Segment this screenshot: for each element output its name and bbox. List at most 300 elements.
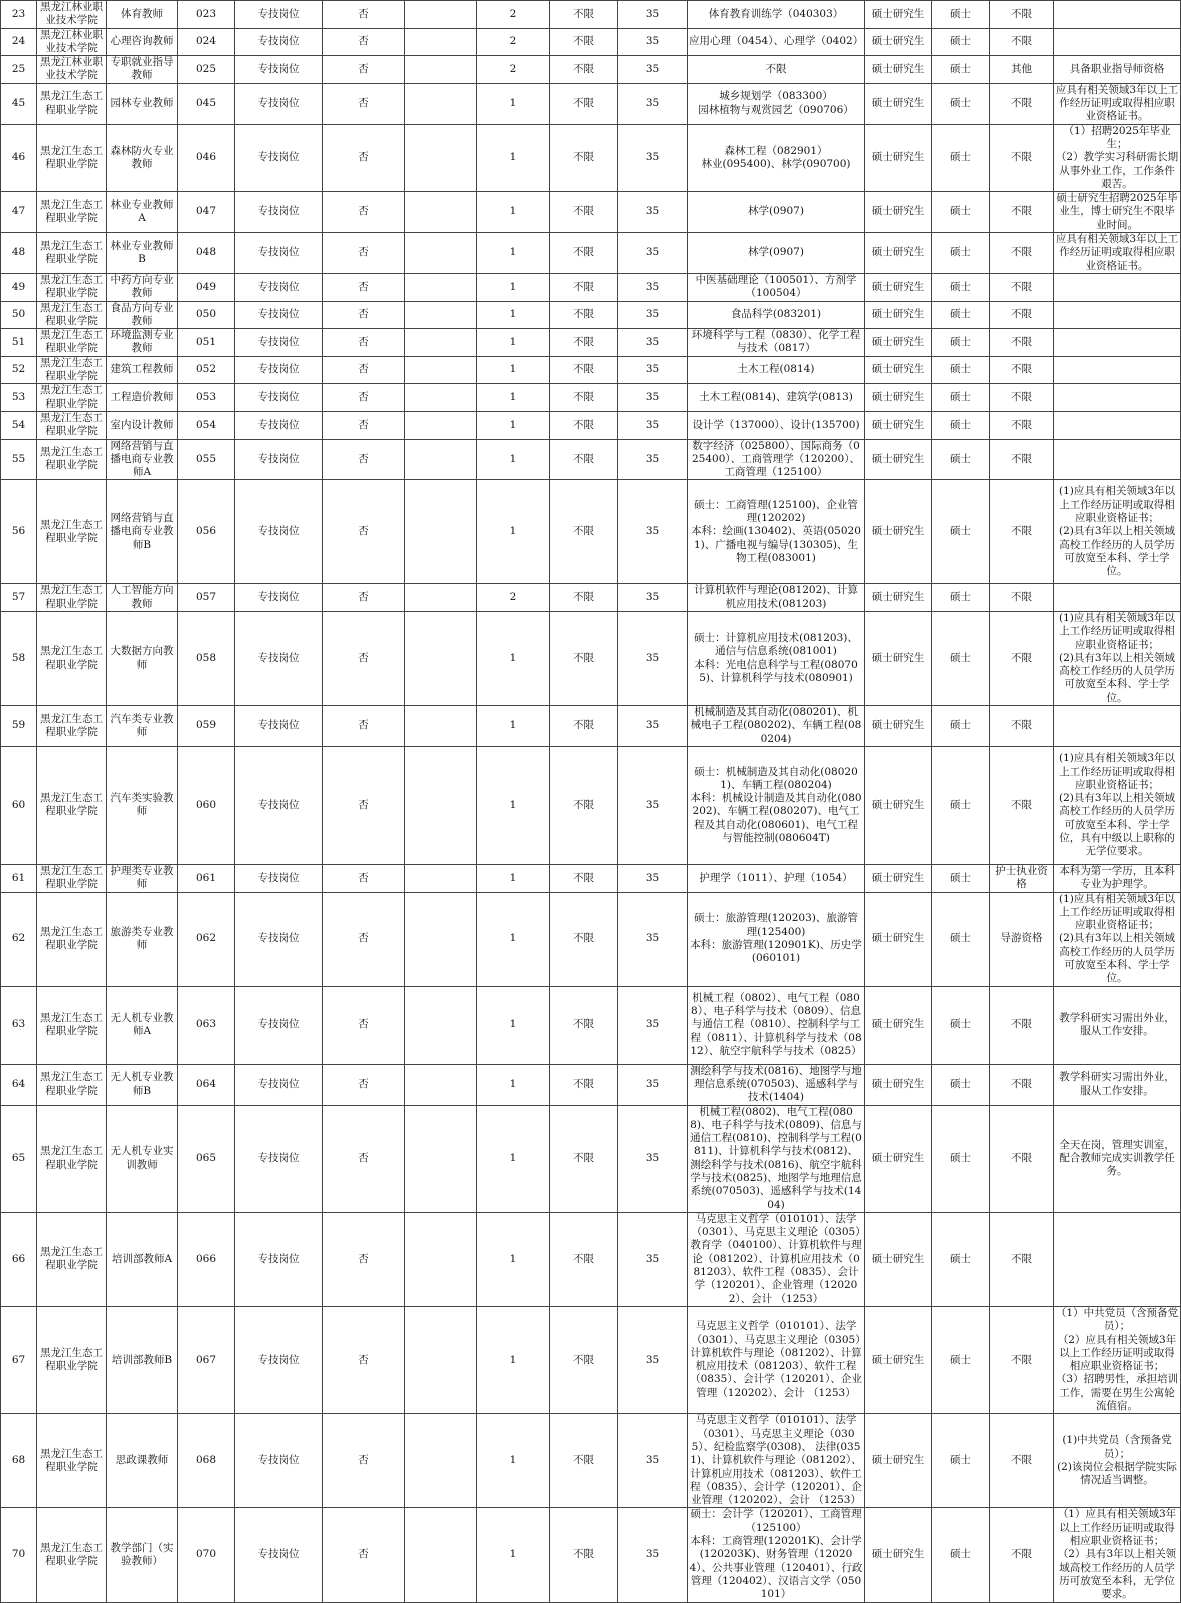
cell-degree: 硕士	[932, 439, 990, 480]
cell-edu: 硕士研究生	[865, 892, 932, 986]
cell-count: 1	[477, 439, 550, 480]
table-row	[1, 439, 1181, 480]
cell-edu: 硕士研究生	[865, 584, 932, 612]
cell-fund: 否	[323, 356, 405, 384]
table-row	[1, 1212, 1181, 1306]
cell-extra	[405, 986, 477, 1064]
cell-count: 2	[477, 28, 550, 56]
cell-note: 教学科研实习需出外业，服从工作安排。	[1054, 1064, 1181, 1105]
cell-seq: 24	[1, 28, 37, 56]
cell-age: 35	[618, 1306, 688, 1413]
cell-age: 35	[618, 1064, 688, 1105]
cell-fund: 否	[323, 892, 405, 986]
cell-unit: 黑龙江林业职业技术学院	[37, 56, 107, 84]
cell-unit: 黑龙江生态工程职业学院	[37, 892, 107, 986]
cell-extra	[405, 439, 477, 480]
cell-type: 专技岗位	[235, 329, 323, 357]
cell-seq: 66	[1, 1212, 37, 1306]
cell-note: (1)中共党员（含预备党员）； (2)该岗位会根据学院实际情况适当调整。	[1054, 1414, 1181, 1508]
cell-major: 护理学（1011）、护理（1054）	[688, 864, 865, 892]
cell-edu: 硕士研究生	[865, 273, 932, 301]
cell-note	[1054, 273, 1181, 301]
cell-code: 050	[178, 301, 235, 329]
cell-extra	[405, 706, 477, 747]
cell-age: 35	[618, 28, 688, 56]
cell-seq: 23	[1, 1, 37, 29]
cell-edu: 硕士研究生	[865, 439, 932, 480]
cell-fund: 否	[323, 124, 405, 191]
cell-code: 058	[178, 611, 235, 705]
cell-fund: 否	[323, 1, 405, 29]
cell-age: 35	[618, 411, 688, 439]
cell-unit: 黑龙江生态工程职业学院	[37, 1064, 107, 1105]
cell-code: 055	[178, 439, 235, 480]
table-row	[1, 192, 1181, 233]
cell-note	[1054, 584, 1181, 612]
cell-post: 心理咨询教师	[107, 28, 178, 56]
cell-major: 中医基础理论（100501）、方剂学（100504）	[688, 273, 865, 301]
cell-cond: 不限	[550, 611, 618, 705]
cell-major: 硕士：工商管理(125100)、企业管理(120202) 本科：绘画(130402)、英语(050201)、广播电视与编导(130305)、生物工程(083001)	[688, 480, 865, 584]
cell-post: 护理类专业教师	[107, 864, 178, 892]
cell-cond: 不限	[550, 411, 618, 439]
cell-extra	[405, 1414, 477, 1508]
cell-code: 057	[178, 584, 235, 612]
cell-post: 培训部教师A	[107, 1212, 178, 1306]
cell-unit: 黑龙江生态工程职业学院	[37, 1414, 107, 1508]
cell-edu: 硕士研究生	[865, 192, 932, 233]
cell-note	[1054, 411, 1181, 439]
cell-cond: 不限	[550, 83, 618, 124]
cell-type: 专技岗位	[235, 356, 323, 384]
cell-fund: 否	[323, 480, 405, 584]
cell-edu: 硕士研究生	[865, 411, 932, 439]
cell-post: 专职就业指导教师	[107, 56, 178, 84]
cell-edu: 硕士研究生	[865, 480, 932, 584]
cell-major: 机械工程(0802)、电气工程(0808)、电子科学与技术(0809)、信息与通信工程(0810)、控制科学与工程(0811)、计算机科学与技术(0812)、测绘科学与技术(0816)、航空宇航科学与技术(0825)、地图学与地理信息系统(070503)、遥感科学与技术(1404)	[688, 1105, 865, 1212]
cell-fund: 否	[323, 56, 405, 84]
cell-seq: 64	[1, 1064, 37, 1105]
cell-cond: 不限	[550, 746, 618, 864]
cell-post: 旅游类专业教师	[107, 892, 178, 986]
cell-post: 教学部门（实验教师）	[107, 1508, 178, 1602]
cell-extra	[405, 356, 477, 384]
table-row	[1, 273, 1181, 301]
cell-age: 35	[618, 584, 688, 612]
cell-code: 062	[178, 892, 235, 986]
cell-qual: 不限	[990, 746, 1054, 864]
cell-post: 体育教师	[107, 1, 178, 29]
cell-post: 汽车类实验教师	[107, 746, 178, 864]
table-row	[1, 28, 1181, 56]
cell-extra	[405, 192, 477, 233]
cell-edu: 硕士研究生	[865, 706, 932, 747]
cell-major: 计算机软件与理论(081202)、计算机应用技术(081203)	[688, 584, 865, 612]
table-row	[1, 329, 1181, 357]
cell-fund: 否	[323, 706, 405, 747]
cell-qual: 不限	[990, 439, 1054, 480]
cell-unit: 黑龙江生态工程职业学院	[37, 1306, 107, 1413]
cell-fund: 否	[323, 584, 405, 612]
cell-degree: 硕士	[932, 480, 990, 584]
cell-seq: 48	[1, 233, 37, 274]
cell-post: 无人机专业实训教师	[107, 1105, 178, 1212]
cell-degree: 硕士	[932, 356, 990, 384]
cell-cond: 不限	[550, 1064, 618, 1105]
cell-qual: 不限	[990, 384, 1054, 412]
cell-qual: 不限	[990, 83, 1054, 124]
cell-extra	[405, 1306, 477, 1413]
cell-age: 35	[618, 864, 688, 892]
cell-extra	[405, 864, 477, 892]
cell-unit: 黑龙江生态工程职业学院	[37, 356, 107, 384]
cell-note	[1054, 1212, 1181, 1306]
cell-note: （1）应具有相关领域3年以上工作经历证明或取得相应职业资格证书； （2）具有3年以上相关领域高校工作经历的人员学历可放宽至本科，无学位要求。	[1054, 1508, 1181, 1602]
cell-fund: 否	[323, 746, 405, 864]
cell-post: 林业专业教师B	[107, 233, 178, 274]
cell-cond: 不限	[550, 233, 618, 274]
cell-type: 专技岗位	[235, 1105, 323, 1212]
cell-seq: 47	[1, 192, 37, 233]
cell-cond: 不限	[550, 584, 618, 612]
cell-note: 具备职业指导师资格	[1054, 56, 1181, 84]
cell-fund: 否	[323, 1212, 405, 1306]
cell-qual: 不限	[990, 356, 1054, 384]
cell-seq: 70	[1, 1508, 37, 1602]
cell-degree: 硕士	[932, 28, 990, 56]
cell-qual: 不限	[990, 192, 1054, 233]
cell-type: 专技岗位	[235, 384, 323, 412]
cell-fund: 否	[323, 439, 405, 480]
cell-major: 马克思主义哲学（010101）、法学（0301）、马克思主义理论（0305）计算机软件与理论（081202）、计算机应用技术（081203）、软件工程（0835）、会计学（120201）、企业管理（120202）、会计 （1253）	[688, 1306, 865, 1413]
cell-major: 土木工程(0814)	[688, 356, 865, 384]
cell-unit: 黑龙江生态工程职业学院	[37, 611, 107, 705]
cell-count: 1	[477, 356, 550, 384]
cell-type: 专技岗位	[235, 1414, 323, 1508]
cell-age: 35	[618, 1414, 688, 1508]
table-row	[1, 56, 1181, 84]
cell-unit: 黑龙江生态工程职业学院	[37, 192, 107, 233]
cell-cond: 不限	[550, 356, 618, 384]
cell-seq: 61	[1, 864, 37, 892]
cell-post: 人工智能方向教师	[107, 584, 178, 612]
cell-edu: 硕士研究生	[865, 1414, 932, 1508]
table-row	[1, 746, 1181, 864]
cell-post: 网络营销与直播电商专业教师A	[107, 439, 178, 480]
cell-note: 应具有相关领域3年以上工作经历证明或取得相应职业资格证书。	[1054, 83, 1181, 124]
cell-seq: 65	[1, 1105, 37, 1212]
cell-qual: 其他	[990, 56, 1054, 84]
cell-cond: 不限	[550, 56, 618, 84]
cell-extra	[405, 1105, 477, 1212]
cell-qual: 不限	[990, 480, 1054, 584]
cell-unit: 黑龙江生态工程职业学院	[37, 1212, 107, 1306]
cell-cond: 不限	[550, 1105, 618, 1212]
table-row	[1, 384, 1181, 412]
cell-major: 体育教育训练学（040303）	[688, 1, 865, 29]
cell-major: 测绘科学与技术(0816)、地图学与地理信息系统(070503)、遥感科学与技术(1404)	[688, 1064, 865, 1105]
cell-degree: 硕士	[932, 1414, 990, 1508]
cell-age: 35	[618, 892, 688, 986]
table-row	[1, 611, 1181, 705]
cell-extra	[405, 56, 477, 84]
cell-seq: 59	[1, 706, 37, 747]
cell-seq: 49	[1, 273, 37, 301]
cell-post: 无人机专业教师A	[107, 986, 178, 1064]
cell-note: (1)应具有相关领域3年以上工作经历证明或取得相应职业资格证书； (2)具有3年以上相关领域高校工作经历的人员学历可放宽至本科、学士学位。	[1054, 611, 1181, 705]
cell-code: 065	[178, 1105, 235, 1212]
table-row	[1, 1414, 1181, 1508]
cell-edu: 硕士研究生	[865, 56, 932, 84]
cell-edu: 硕士研究生	[865, 1508, 932, 1602]
cell-age: 35	[618, 746, 688, 864]
cell-code: 068	[178, 1414, 235, 1508]
cell-fund: 否	[323, 28, 405, 56]
cell-count: 1	[477, 301, 550, 329]
cell-type: 专技岗位	[235, 892, 323, 986]
cell-unit: 黑龙江林业职业技术学院	[37, 1, 107, 29]
cell-extra	[405, 384, 477, 412]
cell-count: 1	[477, 1212, 550, 1306]
cell-edu: 硕士研究生	[865, 1105, 932, 1212]
cell-fund: 否	[323, 1508, 405, 1602]
cell-edu: 硕士研究生	[865, 1064, 932, 1105]
cell-note: 全天在岗，管理实训室，配合教师完成实训教学任务。	[1054, 1105, 1181, 1212]
cell-unit: 黑龙江生态工程职业学院	[37, 411, 107, 439]
cell-cond: 不限	[550, 1508, 618, 1602]
cell-post: 林业专业教师A	[107, 192, 178, 233]
cell-seq: 46	[1, 124, 37, 191]
cell-post: 汽车类专业教师	[107, 706, 178, 747]
cell-post: 培训部教师B	[107, 1306, 178, 1413]
cell-degree: 硕士	[932, 192, 990, 233]
cell-code: 060	[178, 746, 235, 864]
cell-unit: 黑龙江生态工程职业学院	[37, 83, 107, 124]
cell-edu: 硕士研究生	[865, 746, 932, 864]
cell-degree: 硕士	[932, 706, 990, 747]
cell-edu: 硕士研究生	[865, 1212, 932, 1306]
cell-count: 1	[477, 384, 550, 412]
cell-major: 机械制造及其自动化(080201)、机械电子工程(080202)、车辆工程(080204)	[688, 706, 865, 747]
cell-count: 2	[477, 56, 550, 84]
cell-code: 047	[178, 192, 235, 233]
cell-age: 35	[618, 986, 688, 1064]
cell-degree: 硕士	[932, 384, 990, 412]
cell-post: 中药方向专业教师	[107, 273, 178, 301]
cell-extra	[405, 124, 477, 191]
cell-age: 35	[618, 480, 688, 584]
cell-major: 马克思主义哲学（010101）、法学（0301）、马克思主义理论（0305）教育学（040100）、计算机软件与理论（081202）、计算机应用技术（081203）、软件工程（0835）、会计学（120201）、企业管理（120202）、会计 （1253）	[688, 1212, 865, 1306]
table-row	[1, 584, 1181, 612]
table-row	[1, 301, 1181, 329]
cell-unit: 黑龙江林业职业技术学院	[37, 28, 107, 56]
cell-count: 1	[477, 1064, 550, 1105]
cell-note: 硕士研究生招聘2025年毕业生，博士研究生不限毕业时间。	[1054, 192, 1181, 233]
cell-fund: 否	[323, 83, 405, 124]
cell-qual: 不限	[990, 233, 1054, 274]
cell-note: 本科为第一学历，且本科专业为护理学。	[1054, 864, 1181, 892]
cell-extra	[405, 892, 477, 986]
cell-major: 不限	[688, 56, 865, 84]
cell-cond: 不限	[550, 1212, 618, 1306]
cell-major: 数字经济（025800）、国际商务（025400）、工商管理学（120200）、工商管理（125100）	[688, 439, 865, 480]
cell-note	[1054, 439, 1181, 480]
cell-post: 网络营销与直播电商专业教师B	[107, 480, 178, 584]
table-row	[1, 480, 1181, 584]
cell-major: 食品科学(083201)	[688, 301, 865, 329]
cell-code: 053	[178, 384, 235, 412]
cell-count: 1	[477, 411, 550, 439]
cell-cond: 不限	[550, 1, 618, 29]
cell-unit: 黑龙江生态工程职业学院	[37, 273, 107, 301]
cell-seq: 62	[1, 892, 37, 986]
cell-code: 051	[178, 329, 235, 357]
cell-note	[1054, 329, 1181, 357]
cell-note: 教学科研实习需出外业，服从工作安排。	[1054, 986, 1181, 1064]
cell-note	[1054, 301, 1181, 329]
cell-code: 052	[178, 356, 235, 384]
cell-type: 专技岗位	[235, 83, 323, 124]
cell-cond: 不限	[550, 864, 618, 892]
cell-age: 35	[618, 233, 688, 274]
cell-type: 专技岗位	[235, 480, 323, 584]
cell-extra	[405, 1, 477, 29]
cell-degree: 硕士	[932, 1, 990, 29]
cell-note: （1）招聘2025年毕业生； （2）教学实习科研需长期从事外业工作，工作条件艰苦。	[1054, 124, 1181, 191]
cell-age: 35	[618, 124, 688, 191]
cell-fund: 否	[323, 1105, 405, 1212]
cell-extra	[405, 1508, 477, 1602]
cell-count: 1	[477, 1306, 550, 1413]
cell-code: 054	[178, 411, 235, 439]
cell-edu: 硕士研究生	[865, 384, 932, 412]
cell-extra	[405, 28, 477, 56]
cell-major: 应用心理（0454）、心理学（0402）	[688, 28, 865, 56]
cell-edu: 硕士研究生	[865, 124, 932, 191]
cell-code: 066	[178, 1212, 235, 1306]
cell-post: 森林防火专业教师	[107, 124, 178, 191]
cell-qual: 导游资格	[990, 892, 1054, 986]
cell-unit: 黑龙江生态工程职业学院	[37, 480, 107, 584]
cell-count: 1	[477, 1105, 550, 1212]
cell-degree: 硕士	[932, 233, 990, 274]
cell-qual: 不限	[990, 611, 1054, 705]
cell-code: 064	[178, 1064, 235, 1105]
cell-extra	[405, 411, 477, 439]
cell-code: 049	[178, 273, 235, 301]
cell-age: 35	[618, 1105, 688, 1212]
cell-fund: 否	[323, 192, 405, 233]
cell-unit: 黑龙江生态工程职业学院	[37, 1508, 107, 1602]
cell-cond: 不限	[550, 124, 618, 191]
cell-count: 2	[477, 1, 550, 29]
cell-count: 1	[477, 233, 550, 274]
cell-major: 硕士：会计学（120201）、工商管理（125100） 本科：工商管理(120201K)、会计学(120203K)、财务管理（120204）、公共事业管理（120401）、行政管理（120402）、汉语言文学（050101）	[688, 1508, 865, 1602]
cell-degree: 硕士	[932, 986, 990, 1064]
cell-note: 应具有相关领域3年以上工作经历证明或取得相应职业资格证书。	[1054, 233, 1181, 274]
cell-edu: 硕士研究生	[865, 356, 932, 384]
cell-qual: 不限	[990, 986, 1054, 1064]
cell-type: 专技岗位	[235, 1064, 323, 1105]
cell-type: 专技岗位	[235, 301, 323, 329]
cell-type: 专技岗位	[235, 864, 323, 892]
cell-qual: 不限	[990, 1, 1054, 29]
cell-age: 35	[618, 384, 688, 412]
cell-extra	[405, 329, 477, 357]
cell-degree: 硕士	[932, 1212, 990, 1306]
cell-edu: 硕士研究生	[865, 329, 932, 357]
table-row	[1, 986, 1181, 1064]
cell-type: 专技岗位	[235, 706, 323, 747]
cell-edu: 硕士研究生	[865, 611, 932, 705]
cell-major: 马克思主义哲学（010101）、法学（0301）、马克思主义理论（0305）、纪检监察学(0308)、 法律(0351)、计算机软件与理论（081202）、计算机应用技术（081203）、软件工程（0835）、会计学（120201）、企业管理（120202）、会计 （1253）	[688, 1414, 865, 1508]
cell-post: 食品方向专业教师	[107, 301, 178, 329]
cell-major: 土木工程(0814)、建筑学(0813)	[688, 384, 865, 412]
cell-cond: 不限	[550, 28, 618, 56]
cell-qual: 不限	[990, 28, 1054, 56]
table-row	[1, 1, 1181, 29]
cell-major: 林学(0907)	[688, 192, 865, 233]
cell-type: 专技岗位	[235, 273, 323, 301]
cell-qual: 不限	[990, 301, 1054, 329]
cell-code: 059	[178, 706, 235, 747]
cell-code: 045	[178, 83, 235, 124]
cell-type: 专技岗位	[235, 611, 323, 705]
table-row	[1, 83, 1181, 124]
cell-extra	[405, 1212, 477, 1306]
cell-note: (1)应具有相关领域3年以上工作经历证明或取得相应职业资格证书； (2)具有3年以上相关领域高校工作经历的人员学历可放宽至本科、学士学位。	[1054, 892, 1181, 986]
cell-age: 35	[618, 1508, 688, 1602]
cell-extra	[405, 233, 477, 274]
cell-type: 专技岗位	[235, 233, 323, 274]
cell-count: 1	[477, 706, 550, 747]
cell-qual: 不限	[990, 1414, 1054, 1508]
table-row	[1, 1508, 1181, 1602]
cell-post: 环境监测专业教师	[107, 329, 178, 357]
cell-degree: 硕士	[932, 329, 990, 357]
cell-count: 2	[477, 584, 550, 612]
cell-age: 35	[618, 329, 688, 357]
cell-cond: 不限	[550, 439, 618, 480]
cell-count: 1	[477, 83, 550, 124]
cell-age: 35	[618, 1, 688, 29]
cell-qual: 不限	[990, 584, 1054, 612]
cell-edu: 硕士研究生	[865, 28, 932, 56]
cell-cond: 不限	[550, 192, 618, 233]
cell-code: 048	[178, 233, 235, 274]
cell-fund: 否	[323, 1306, 405, 1413]
table-row	[1, 411, 1181, 439]
cell-code: 061	[178, 864, 235, 892]
cell-major: 森林工程（082901） 林业(095400)、林学(090700)	[688, 124, 865, 191]
cell-degree: 硕士	[932, 746, 990, 864]
cell-type: 专技岗位	[235, 584, 323, 612]
cell-degree: 硕士	[932, 584, 990, 612]
cell-count: 1	[477, 611, 550, 705]
cell-degree: 硕士	[932, 892, 990, 986]
cell-cond: 不限	[550, 301, 618, 329]
cell-count: 1	[477, 746, 550, 864]
cell-qual: 不限	[990, 329, 1054, 357]
cell-note: (1)应具有相关领域3年以上工作经历证明或取得相应职业资格证书； (2)具有3年以上相关领域高校工作经历的人员学历可放宽至本科、学士学位，具有中级以上职称的无学位要求。	[1054, 746, 1181, 864]
cell-cond: 不限	[550, 892, 618, 986]
cell-unit: 黑龙江生态工程职业学院	[37, 746, 107, 864]
cell-post: 园林专业教师	[107, 83, 178, 124]
cell-unit: 黑龙江生态工程职业学院	[37, 384, 107, 412]
cell-note	[1054, 28, 1181, 56]
cell-seq: 50	[1, 301, 37, 329]
cell-age: 35	[618, 56, 688, 84]
